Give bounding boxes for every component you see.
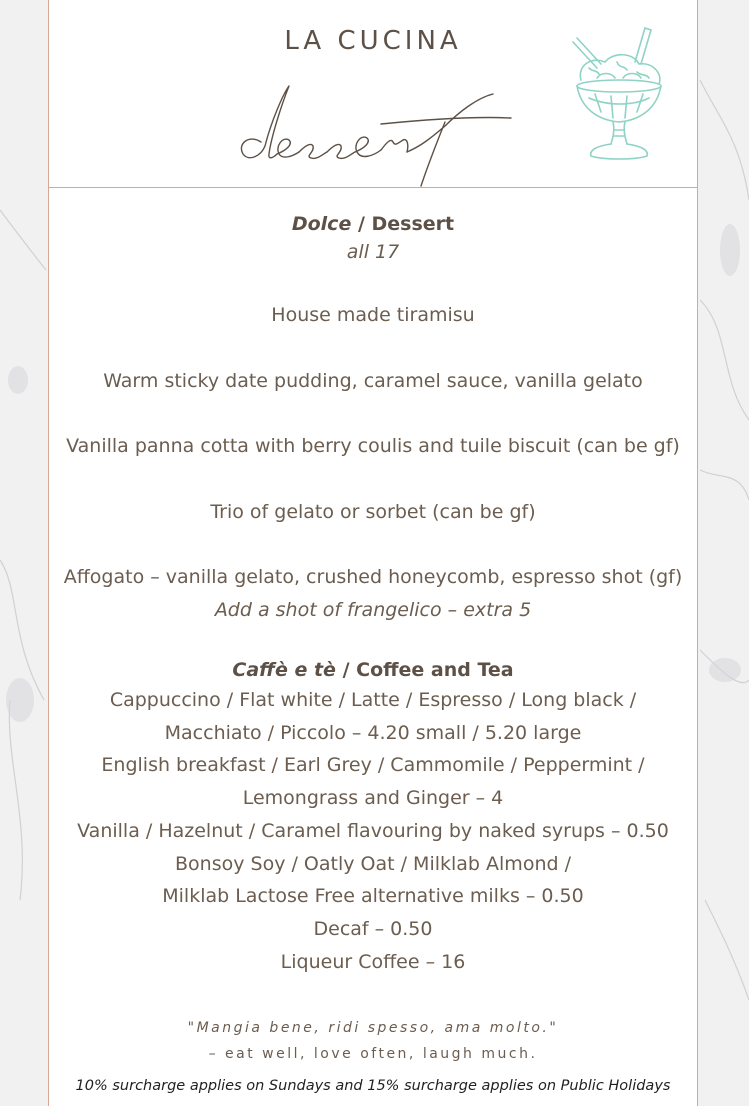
- coffee-title-separator: /: [335, 659, 357, 681]
- coffee-line: Macchiato / Piccolo – 4.20 small / 5.20 large: [164, 722, 582, 744]
- coffee-line: English breakfast / Earl Grey / Cammomile / Peppermint /: [101, 754, 645, 776]
- header-divider: [49, 187, 697, 188]
- quote-english: – eat well, love often, laugh much.: [208, 1046, 538, 1062]
- dessert-title-italian: Dolce: [291, 213, 352, 235]
- restaurant-name: LA CUCINA: [284, 26, 462, 56]
- dessert-script-title: [231, 72, 531, 192]
- quote-italian: "Mangia bene, ridi spesso, ama molto.": [187, 1020, 559, 1036]
- coffee-line: Liqueur Coffee – 16: [280, 951, 466, 973]
- dessert-item: Affogato – vanilla gelato, crushed honeycomb, espresso shot (gf): [63, 566, 683, 588]
- coffee-line: Vanilla / Hazelnut / Caramel flavouring by naked syrups – 0.50: [77, 820, 669, 842]
- dessert-item: Warm sticky date pudding, caramel sauce, vanilla gelato: [103, 370, 643, 392]
- dessert-title-separator: /: [351, 213, 372, 235]
- dessert-item: Trio of gelato or sorbet (can be gf): [210, 501, 536, 523]
- dessert-section-title: [49, 213, 697, 235]
- dessert-title-english: Dessert: [371, 213, 455, 235]
- dessert-item: House made tiramisu: [271, 304, 475, 326]
- coffee-line: Bonsoy Soy / Oatly Oat / Milklab Almond /: [175, 853, 571, 875]
- ice-cream-sundae-icon: [567, 22, 671, 164]
- surcharge-note: 10% surcharge applies on Sundays and 15% surcharge applies on Public Holidays: [75, 1078, 671, 1094]
- coffee-line: Decaf – 0.50: [313, 918, 433, 940]
- dessert-item: Vanilla panna cotta with berry coulis and tuile biscuit (can be gf): [66, 435, 680, 457]
- dessert-price-note: all 17: [346, 241, 400, 263]
- coffee-line: Milklab Lactose Free alternative milks – 0.50: [162, 885, 584, 907]
- coffee-title-italian: Caffè e tè: [232, 659, 336, 681]
- coffee-line: Cappuccino / Flat white / Latte / Espresso / Long black /: [109, 689, 637, 711]
- coffee-line: Lemongrass and Ginger – 4: [242, 787, 504, 809]
- coffee-section-title: [49, 659, 697, 681]
- menu-card: [48, 0, 698, 1106]
- coffee-title-english: Coffee and Tea: [356, 659, 514, 681]
- dessert-addon-note: Add a shot of frangelico – extra 5: [214, 599, 532, 621]
